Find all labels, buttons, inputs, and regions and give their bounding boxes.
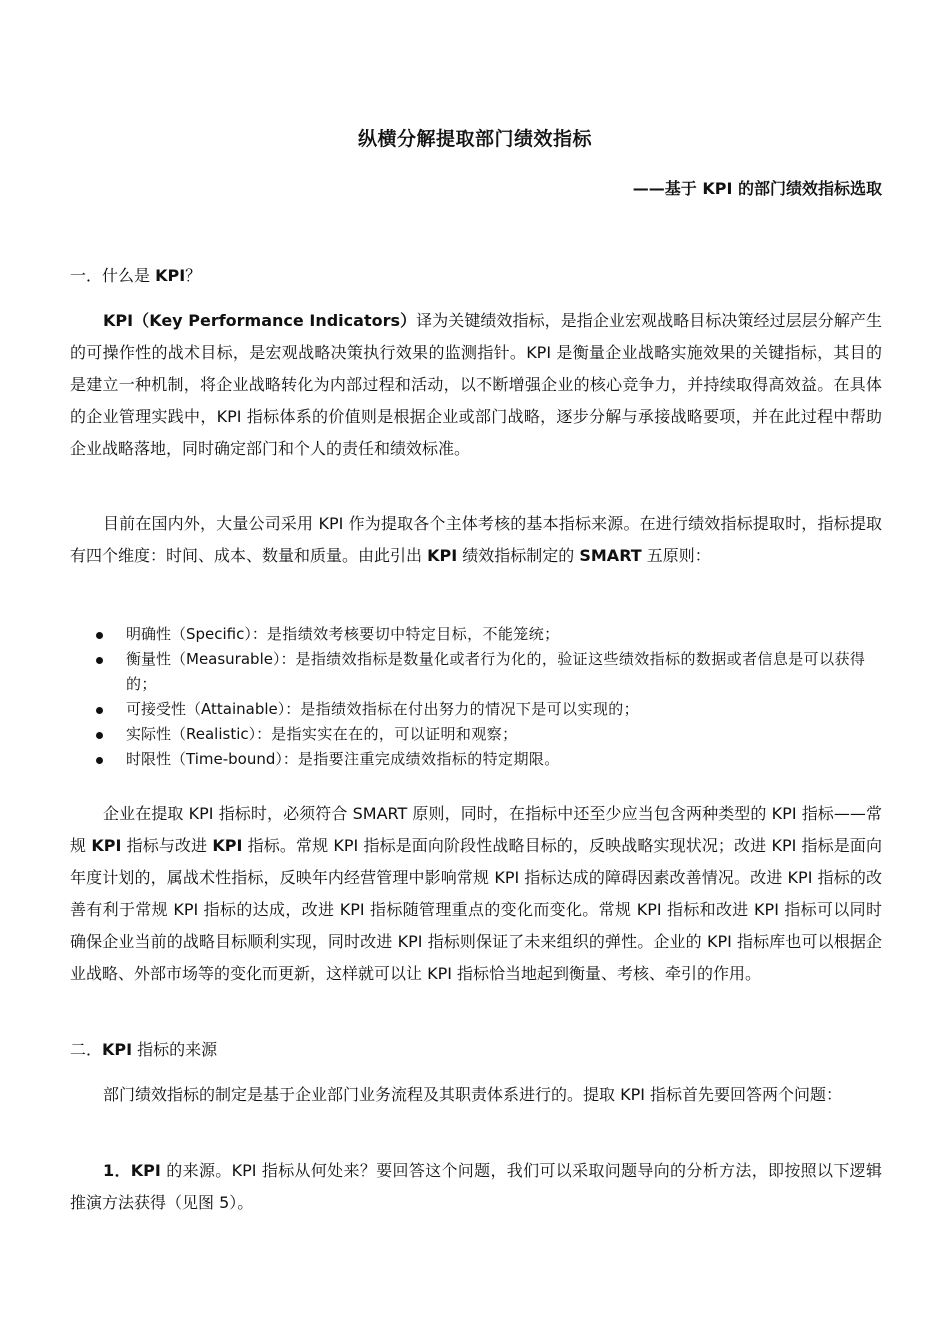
kpi-types-kpi-1: KPI: [91, 836, 122, 855]
list-item: [92, 622, 882, 647]
section1-paragraph-3: [70, 798, 882, 990]
section2-heading-kpi: KPI: [102, 1040, 133, 1059]
smart-intro-kpi: KPI: [427, 546, 458, 565]
section1-paragraph-2: [70, 508, 882, 572]
bullet-icon: [96, 757, 103, 764]
section1-heading-suffix: ？: [185, 266, 202, 285]
kpi-types-text-c: 指标。常规 KPI 指标是面向阶段性战略目标的，反映战略实现状况；改进 KPI 指标是面向年度计划的，属战术性指标，反映年内经营管理中影响常规 KPI 指标达成的障碍因素改善情况。改进 KPI 指标的改善有利于常规 KPI 指标的达成，改进 KPI 指标随管理重点的变化而变化。常规 KPI 指标和改进 KPI 指标可以同时确保企业当前的战略目标顺利实现，同时改进 KPI 指标则保证了未来组织的弹性。企业的 KPI 指标库也可以根据企业战略、外部市场等的变化而更新，这样就可以让 KPI 指标恰当地起到衡量、考核、牵引的作用。: [70, 836, 882, 983]
section1-paragraph-1: [70, 305, 882, 465]
principle-definition: 是指绩效考核要切中特定目标，不能笼统；: [266, 625, 560, 643]
principle-term: 时限性（Time-bound）：: [126, 750, 298, 768]
principle-term: 实际性（Realistic）：: [126, 725, 272, 743]
document-subtitle: ——基于 KPI 的部门绩效指标选取: [632, 179, 882, 198]
smart-principles-list: [92, 622, 882, 772]
section2-heading-prefix: 二．: [70, 1040, 103, 1059]
kpi-term-definition: KPI（Key Performance Indicators）: [103, 311, 417, 330]
list-item: [92, 697, 882, 722]
bullet-icon: [96, 707, 103, 714]
kpi-types-kpi-2: KPI: [212, 836, 243, 855]
section2-paragraph-2: [70, 1155, 882, 1219]
smart-intro-text-c: 五原则：: [641, 546, 711, 565]
principle-definition: 是指实实在在的，可以证明和观察；: [271, 725, 518, 743]
smart-intro-text-b: 绩效指标制定的: [457, 546, 580, 565]
kpi-source-text: 的来源。KPI 指标从何处来？要回答这个问题，我们可以采取问题导向的分析方法，即按照以下逻辑推演方法获得（见图 5）。: [70, 1161, 882, 1212]
kpi-types-text-b: 指标与改进: [121, 836, 213, 855]
section2-heading-suffix: 指标的来源: [132, 1040, 218, 1059]
smart-intro-smart: SMART: [579, 546, 642, 565]
principle-definition: 是指绩效指标在付出努力的情况下是可以实现的；: [300, 700, 640, 718]
principle-term: 明确性（Specific）：: [126, 625, 267, 643]
principle-term: 衡量性（Measurable）：: [126, 650, 296, 668]
principle-term: 可接受性（Attainable）：: [126, 700, 301, 718]
bullet-icon: [96, 632, 103, 639]
kpi-types-text-a: 企业在提取 KPI 指标时，必须符合 SMART 原则，同时，在指标中还至少应当包含两种类型的 KPI 指标——常规: [70, 804, 882, 855]
list-item: [92, 647, 882, 697]
kpi-source-label: 1．KPI: [103, 1161, 161, 1180]
list-item: [92, 747, 882, 772]
principle-definition: 是指绩效指标是数量化或者行为化的，验证这些绩效指标的数据或者信息是可以获得的；: [126, 650, 866, 693]
list-item: [92, 722, 882, 747]
bullet-icon: [96, 657, 103, 664]
section1-heading-prefix: 一．什么是: [70, 266, 156, 285]
section2-paragraph-1: 部门绩效指标的制定是基于企业部门业务流程及其职责体系进行的。提取 KPI 指标首先要回答两个问题：: [103, 1085, 843, 1104]
smart-intro-text-a: 目前在国内外，大量公司采用 KPI 作为提取各个主体考核的基本指标来源。在进行绩效指标提取时，指标提取有四个维度：时间、成本、数量和质量。由此引出: [70, 514, 882, 565]
section1-heading-kpi: KPI: [155, 266, 186, 285]
principle-definition: 是指要注重完成绩效指标的特定期限。: [297, 750, 560, 768]
bullet-icon: [96, 732, 103, 739]
document-title: 纵横分解提取部门绩效指标: [357, 128, 592, 150]
section2-heading: [70, 1034, 217, 1066]
kpi-explanation-text: 译为关键绩效指标，是指企业宏观战略目标决策经过层层分解产生的可操作性的战术目标，是宏观战略决策执行效果的监测指针。KPI 是衡量企业战略实施效果的关键指标，其目的是建立一种机制，将企业战略转化为内部过程和活动，以不断增强企业的核心竞争力，并持续取得高效益。在具体的企业管理实践中，KPI 指标体系的价值则是根据企业或部门战略，逐步分解与承接战略要项，并在此过程中帮助企业战略落地，同时确定部门和个人的责任和绩效标准。: [70, 311, 882, 458]
section1-heading: [70, 260, 201, 292]
